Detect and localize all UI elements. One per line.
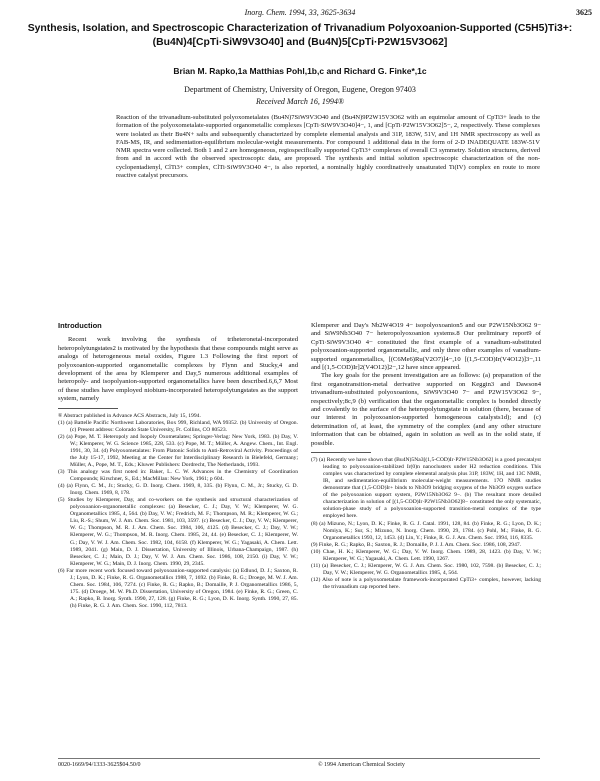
reference-item: (1) (a) Battelle Pacific Northwest Laboratories, Box 999, Richland, WA 99352. (b) University of Oregon. (c) Present address: Colorado State University, Ft. Collins, CO 80523. (58, 419, 298, 433)
article-title: Synthesis, Isolation, and Spectroscopic Characterization of Trivanadium Polyoxoanion-Supported (C5H5)Ti3+: (Bu4N)4[CpTi·SiW9V3O40] and (Bu4N)5[CpTi·P2W15V3O62] (27, 23, 573, 48)
intro-paragraph-continued: Klemperer and Day's Nb2W4O19 4− isopolyoxoanion5 and our P2W15Nb3O62 9− and SiW9Nb3O40 7− heteropolyoxoanion systems.8 Our preliminary report9 of CpTi·SiW9V3O40 4− constituted the first example of a vanadium-substituted polyoxoanion-supported organometallic, and only three other examples of vanadium-supported organometallics, [(C6Me6)Ru(V2O7)]4−,10 [(1,5-COD)Ir(V4O12)]3−,11 and [(1,5-COD)Ir]2(V4O12)]2−,12 have since appeared. (311, 322, 541, 372)
reference-item: (11) (a) Besecker, C. J.; Klemperer, W. G. J. Am. Chem. Soc. 1980, 102, 7598. (b) Besecker, C. J.; Day, V. W.; Klemperer, W. G. Organometallics 1985, 4, 564. (311, 562, 541, 576)
footnotes-left (58, 413, 298, 610)
received-date: Received March 16, 1994® (256, 97, 344, 106)
reference-item: (12) Also of note is a polyoxometalate framework-incorporated CpTi3+ complex, however, lacking the trivanadium cap reported here. (311, 576, 541, 590)
section-heading-introduction: Introduction (58, 321, 102, 330)
left-column (58, 322, 298, 610)
footnote-abstract-published: ® Abstract published in Advance ACS Abstracts, July 15, 1994. (58, 412, 201, 419)
intro-paragraph-goals: The key goals for the present investigation are as follows: (a) preparation of the first organotransition-metal derivative supported on Keggin3 and Dawson4 trivanadium-substituted polyoxoanions, SiW9V3O40 7− and P2W15V3O62 9−, respectively;8c,9 (b) verification that the organometallic complex is bonded directly and covalently to the surface of the heteropolytungstate in solution (there, because of our interest in polyoxoanion-supported homogeneous catalysts1d); and (c) determination of, at least, the symmetry of the complex (and any other structure information that can be obtained, again in solution as well as in the solid state, if possible. (311, 372, 541, 447)
reference-item: (5) Studies by Klemperer, Day, and co-workers on the synthesis and structural characterization of polyoxoanion-organometallic complexes: (a) Besecker, C. J.; Day, V. W.; Klemperer, W. G. Organometallics 1985, 4, 564. (b) Day, V. W.; Fredrich, M. F.; Thompson, M. R.; Klemperer, W. G.; Liu, R.-S.; Shum, W. J. Am. Chem. Soc. 1981, 103, 3597. (c) Besecker, C. J.; Day, V. W.; Klemperer, W. G.; Thompson, M. R. J. Am. Chem. Soc. 1984, 106, 4125. (d) Besecker, C. J.; Day, V. W.; Klemperer, W. G.; Thompson, M. R. Inorg. Chem. 1985, 24, 44. (e) Besecker, C. J.; Klemperer, W. G.; Day, V. W. J. Am. Chem. Soc. 1982, 104, 6158. (f) Klemperer, W. G.; Yagasaki, A. Chem. Lett. 1989, 2041. (g) Main, D. J. Dissertation, University of Illinois, Urbana-Champaign, 1987. (h) Besecker, C. J.; Main, D. J.; Day, V. W. J. Am. Chem. Soc. 1986, 108, 2150. (i) Day, V. W.; Klemperer, W. G.; Main, D. J. Inorg. Chem. 1990, 29, 2345. (58, 497, 298, 567)
author-list: Brian M. Rapko,1a Matthias Pohl,1b,c and Richard G. Finke*,1c (173, 66, 427, 76)
reference-item: (4) (a) Flynn, C. M., Jr.; Stucky, G. D. Inorg. Chem. 1969, 8, 335. (b) Flynn, C. M., Jr.; Stucky, G. D. Inorg. Chem. 1969, 8, 178. (58, 483, 298, 497)
reference-item: (2) (a) Pope, M. T. Heteropoly and Isopoly Oxometalates; Springer-Verlag: New York, 1983. (b) Day, V. W.; Klemperer, W. G. Science 1985, 228, 533. (c) Pope, M. T.; Müller, A. Angew. Chem., Int. Engl. 1991, 30, 34. (d) Polyoxometalates: From Platonic Solids to Anti-Retroviral Activity. Proceedings of the July 15-17, 1992, Meeting at the Center for Interdisciplinary Research in Bielefeld, Germany; Müller, A., Pope, M. T., Eds.; Kluwer Publishers: Dordrecht, The Netherlands, 1993. (58, 433, 298, 468)
reference-item: (10) Chae, H. K.; Klemperer, W. G.; Day, V. W. Inorg. Chem. 1989, 28, 1423. (b) Day, V. W.; Klemperer, W. G.; Yagasaki, A. Chem. Lett. 1990, 1267. (311, 548, 541, 562)
footnote-divider (311, 452, 371, 453)
reference-item: (9) Finke, R. G.; Rapko, B.; Saxton, R. J.; Domaille, P. J. J. Am. Chem. Soc. 1986, 108, 2947. (311, 541, 522, 548)
issn-code: 0020-1669/94/1333-3625$04.50/0 (58, 762, 141, 768)
copyright-notice: © 1994 American Chemical Society (318, 762, 405, 768)
footer-divider (58, 758, 540, 759)
abstract: Reaction of the trivanadium-substituted polyoxometalates (Bu4N)7SiW9V3O40 and (Bu4N)9P2W15V3O62 with an equimolar amount of CpTi3+ leads to the formation of the polyoxometalate-supported organometallic complexes [CpTi·SiW9V3O40]4−, 1, and [CpTi·P2W15V3O62]5−, 2, respectively. These complexes were isolated as their Bu4N+ salts and subsequently characterized by complete elemental analysis and 31P, 183W, 51V, and 1H NMR spectroscopy as well as FAB-MS, IR, and sedimentation-equilibrium molecular-weight measurements. For compound 1 additional data in the form of 2-D INADEQUATE 183W-51V NMR spectra were collected. Both 1 and 2 are homogeneous, regiospecifically supported CpTi3+ complexes of overall C3 symmetry. Solution structures, derived from and in accord with the observed spectroscopic data, are proposed. The synthesis and initial solution spectroscopic characterization of the non-cyclopentadienyl, ClTi3+ complex, ClTi·SiW9V3O40 4−, is also reported, a nominally highly coordinatively unsaturated Ti(IV) complex en route to more reactive catalyst precursors. (116, 114, 540, 180)
reference-item: (3) This analogy was first noted in: Baker, L. C. W. Advances in the Chemistry of Coordination Compounds; Kirschner, S., Ed.; MacMillan: New York, 1961; p 604. (58, 469, 298, 483)
page-number: 3625 (576, 8, 592, 17)
reference-item: (8) (a) Mizuno, N.; Lyon, D. K.; Finke, R. G. J. Catal. 1991, 128, 84. (b) Finke, R. G.; Lyon, D. K.; Nomiya, K.; Sur, S.; Mizuno, N. Inorg. Chem. 1990, 29, 1784. (c) Pohl, M.; Finke, R. G. Organometallics 1993, 12, 1453. (d) Lin, Y.; Finke, R. G. J. Am. Chem. Soc. 1994, 116, 8335. (311, 520, 541, 541)
right-column (311, 322, 541, 591)
journal-citation: Inorg. Chem. 1994, 33, 3625-3634 (244, 8, 356, 17)
reference-item: (7) (a) Recently we have shown that (Bu4N)5Na3[(1,5-COD)Ir·P2W15Nb3O62] is a good precatalyst leading to polyoxoanion-stabilized Ir(0)n nanoclusters under H2 reduction conditions. This complex was characterized by complete elemental analysis plus 31P, 183W, 1H, and 13C NMR, IR, and sedimentation-equilibrium molecular-weight measurements. 17O NMR studies demonstrate that (1,5-COD)Ir+ binds to Nb3O9 bridging oxygens of the Nb3O9 oxygen surface of the polyoxoanion support system, P2W15Nb3O62 9−. (b) The resultant more detailed characterization in solution of [(1,5-COD)Ir·P2W15Nb3O62]8− constituted the only systematic, solution-phase study of a polyoxoanion-supported transition-metal complex of the type employed here. (311, 457, 541, 520)
footnote-divider (58, 408, 118, 409)
footnotes-right (311, 457, 541, 591)
affiliation: Department of Chemistry, University of Oregon, Eugene, Oregon 97403 (184, 85, 416, 94)
reference-item: (6) Far more recent work focused toward polyoxoanion-supported catalysis: (a) Edlund, D. J.; Saxton, R. J.; Lyon, D. K.; Finke, R. G. Organometallics 1988, 7, 1692. (b) Finke, R. G.; Droege, M. W. J. Am. Chem. Soc. 1984, 106, 7274. (c) Finke, R. G.; Rapko, B.; Domaille, P. J. Organometallics 1986, 5, 175. (d) Droege, M. W. Ph.D. Dissertation, University of Oregon, 1984. (e) Finke, R. G.; Green, C. A.; Rapko, B. Inorg. Synth. 1990, 27, 128. (g) Finke, R. G.; Lyon, D. K. Inorg. Synth. 1990, 27, 85. (h) Finke, R. G. J. Am. Chem. Soc. 1990, 112, 7813. (58, 567, 298, 609)
intro-paragraph-1: Recent work involving the synthesis of triheteronetal-incorporated heteropolytungstates2 is motivated by the hypothesis that these compounds might serve as analogs of heterogeneous metal oxides, Figure 1.3 Following the first report of polyoxoanion-supported organometallic complexes by Flynn and Stucky,4 and development of the area by Klemperer and Day,5 numerous additional examples of heteropoly- and isopolyanion-supported organometallics have been described.6,6,7 Most of these studies have employed niobium-incorporated heteropolytungstates as the support system, namely (58, 336, 298, 403)
